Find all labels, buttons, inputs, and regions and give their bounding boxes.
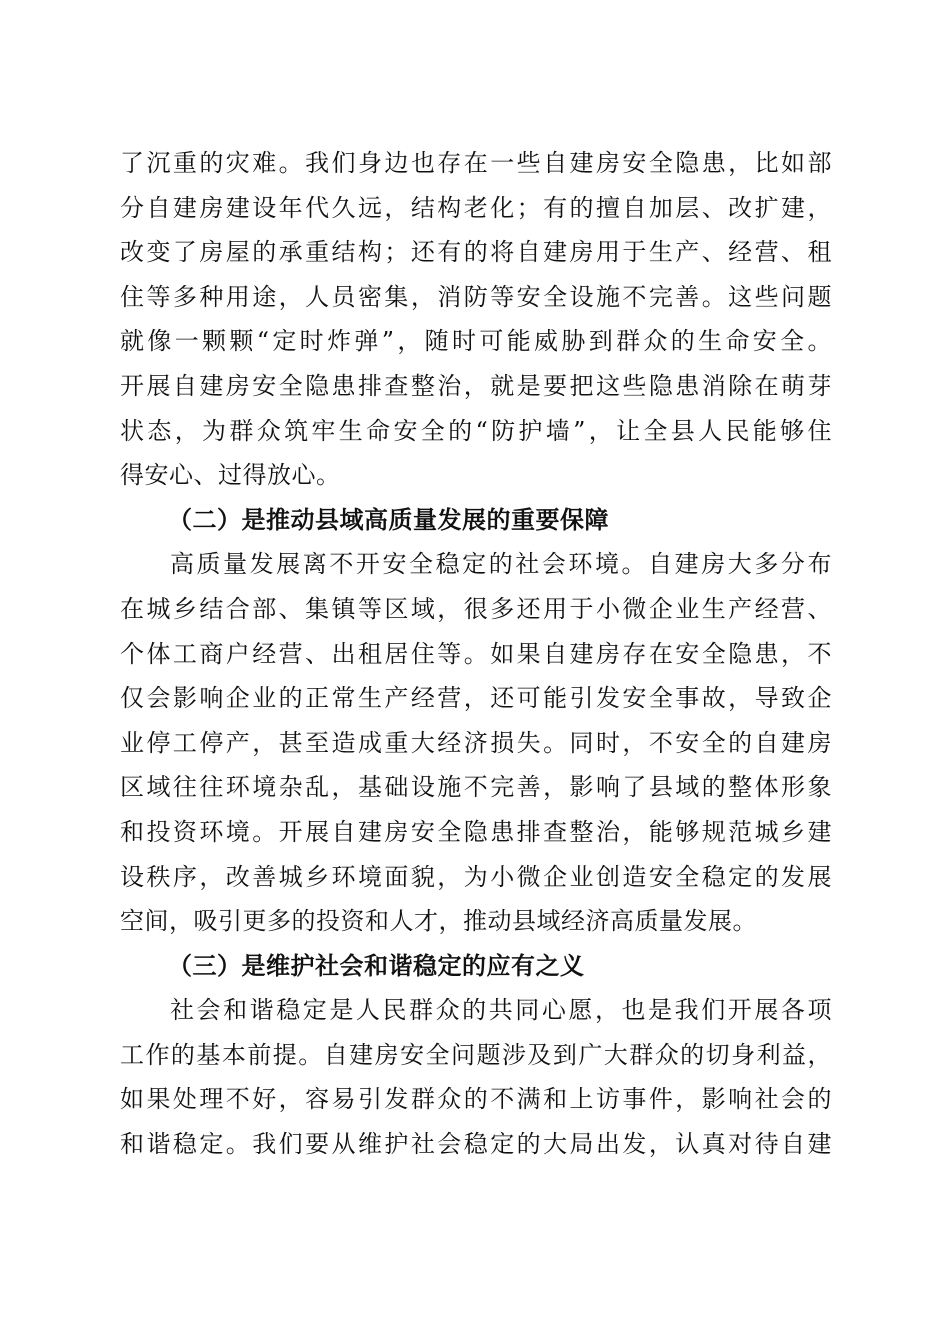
- paragraph-2: [120, 542, 832, 943]
- document-body: [120, 141, 832, 1167]
- text-line: 个体工商户经营、出租居住等。如果自建房存在安全隐患，不: [120, 639, 832, 668]
- text-line: 如果处理不好，容易引发群众的不满和上访事件，影响社会的: [120, 1085, 832, 1114]
- text-line: 分自建房建设年代久远，结构老化；有的擅自加层、改扩建，: [120, 193, 832, 222]
- paragraph-3: [120, 988, 832, 1166]
- text-line: 就像一颗颗“定时炸弹”，随时可能威胁到群众的生命安全。: [120, 327, 832, 356]
- text-line: 了沉重的灾难。我们身边也存在一些自建房安全隐患，比如部: [120, 149, 832, 177]
- text-line: 社会和谐稳定是人民群众的共同心愿，也是我们开展各项: [170, 996, 832, 1025]
- text-line: 开展自建房安全隐患排查整治，就是要把这些隐患消除在萌芽: [120, 371, 832, 400]
- paragraph-continuation: [120, 141, 832, 498]
- text-line: 区域往往环境杂乱，基础设施不完善，影响了县域的整体形象: [120, 773, 832, 802]
- text-line: 改变了房屋的承重结构；还有的将自建房用于生产、经营、租: [120, 238, 832, 267]
- text-line: 工作的基本前提。自建房安全问题涉及到广大群众的切身利益，: [120, 1040, 832, 1069]
- text-line: 仅会影响企业的正常生产经营，还可能引发安全事故，导致企: [120, 684, 832, 713]
- text-line: 状态，为群众筑牢生命安全的“防护墙”，让全县人民能够住: [120, 416, 832, 445]
- text-line: 在城乡结合部、集镇等区域，很多还用于小微企业生产经营、: [120, 594, 832, 623]
- text-line: 业停工停产，甚至造成重大经济损失。同时，不安全的自建房: [120, 728, 832, 757]
- text-line: 住等多种用途，人员密集，消防等安全设施不完善。这些问题: [120, 282, 832, 311]
- text-line: 和投资环境。开展自建房安全隐患排查整治，能够规范城乡建: [120, 817, 832, 846]
- text-line: 高质量发展离不开安全稳定的社会环境。自建房大多分布: [170, 550, 832, 579]
- text-line: 得安心、过得放心。: [120, 461, 341, 490]
- text-line: 空间，吸引更多的投资和人才，推动县域经济高质量发展。: [120, 907, 757, 936]
- text-line: 和谐稳定。我们要从维护社会稳定的大局出发，认真对待自建: [120, 1130, 832, 1159]
- section-heading-2: （二）是推动县域高质量发展的重要保障: [168, 504, 609, 534]
- section-heading-3: （三）是维护社会和谐稳定的应有之义: [168, 950, 585, 980]
- text-line: 设秩序，改善城乡环境面貌，为小微企业创造安全稳定的发展: [120, 862, 832, 891]
